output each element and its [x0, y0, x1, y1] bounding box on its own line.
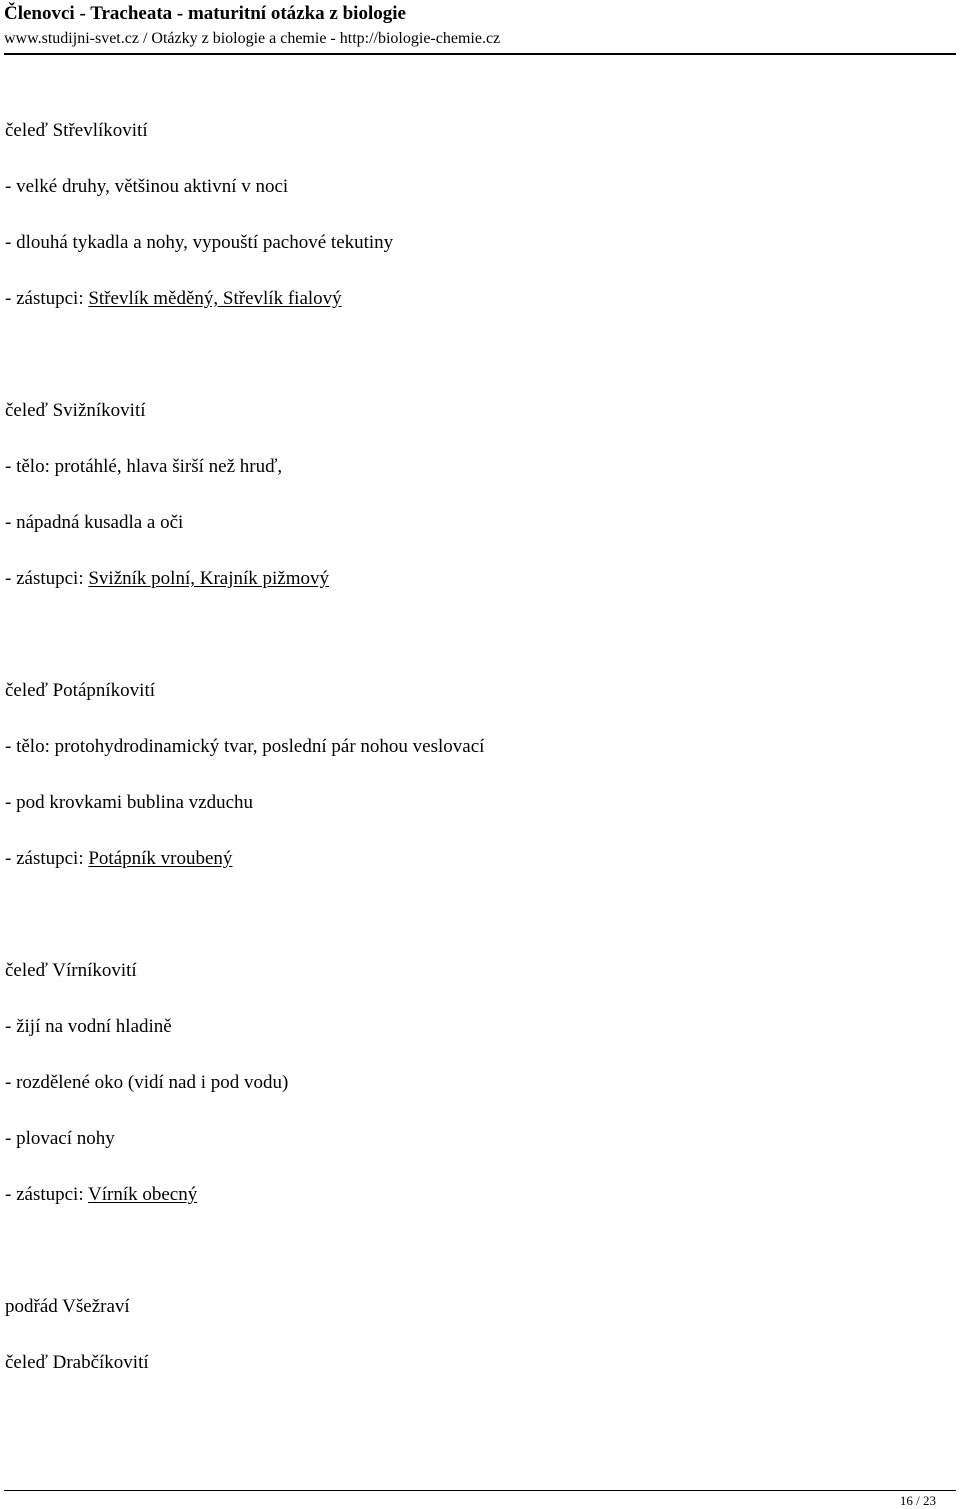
- text-line: - velké druhy, většinou aktivní v noci: [5, 176, 289, 197]
- label-prefix: - zástupci:: [5, 848, 89, 869]
- section-heading: čeleď Drabčíkovití: [5, 1352, 149, 1373]
- text-line: - tělo: protáhlé, hlava širší než hruď,: [5, 456, 283, 477]
- header-divider: [4, 53, 956, 55]
- text-line: [5, 288, 342, 310]
- text-line: - rozdělené oko (vidí nad i pod vodu): [5, 1072, 289, 1093]
- section-heading: podřád Všežraví: [5, 1296, 130, 1317]
- text-line: - plovací nohy: [5, 1128, 115, 1149]
- document-title: Členovci - Tracheata - maturitní otázka z biologie: [4, 3, 406, 24]
- label-prefix: - zástupci:: [5, 1184, 89, 1205]
- species-link[interactable]: Svižník polní, Krajník pižmový: [88, 568, 330, 589]
- section-heading: čeleď Vírníkovití: [5, 960, 137, 981]
- text-line: [5, 848, 232, 870]
- text-line: [5, 568, 329, 590]
- section-heading: čeleď Střevlíkovití: [5, 120, 148, 141]
- label-prefix: - zástupci:: [5, 288, 89, 309]
- text-line: - pod krovkami bublina vzduchu: [5, 792, 254, 813]
- label-prefix: - zástupci:: [5, 568, 89, 589]
- section-heading: čeleď Potápníkovití: [5, 680, 156, 701]
- text-line: - dlouhá tykadla a nohy, vypouští pachové tekutiny: [5, 232, 394, 253]
- species-link[interactable]: Vírník obecný: [88, 1184, 198, 1205]
- text-line: [5, 1184, 197, 1206]
- species-link[interactable]: Potápník vroubený: [88, 848, 233, 869]
- text-line: - nápadná kusadla a oči: [5, 512, 184, 533]
- text-line: - žijí na vodní hladině: [5, 1016, 172, 1037]
- species-link[interactable]: Střevlík měděný, Střevlík fialový: [88, 288, 342, 309]
- source-url: www.studijni-svet.cz / Otázky z biologie a chemie - http://biologie-chemie.cz: [4, 30, 501, 47]
- text-line: - tělo: protohydrodinamický tvar, poslední pár nohou veslovací: [5, 736, 485, 757]
- page-number: 16 / 23: [899, 1493, 936, 1508]
- section-heading: čeleď Svižníkovití: [5, 400, 146, 421]
- footer-divider: [4, 1490, 956, 1491]
